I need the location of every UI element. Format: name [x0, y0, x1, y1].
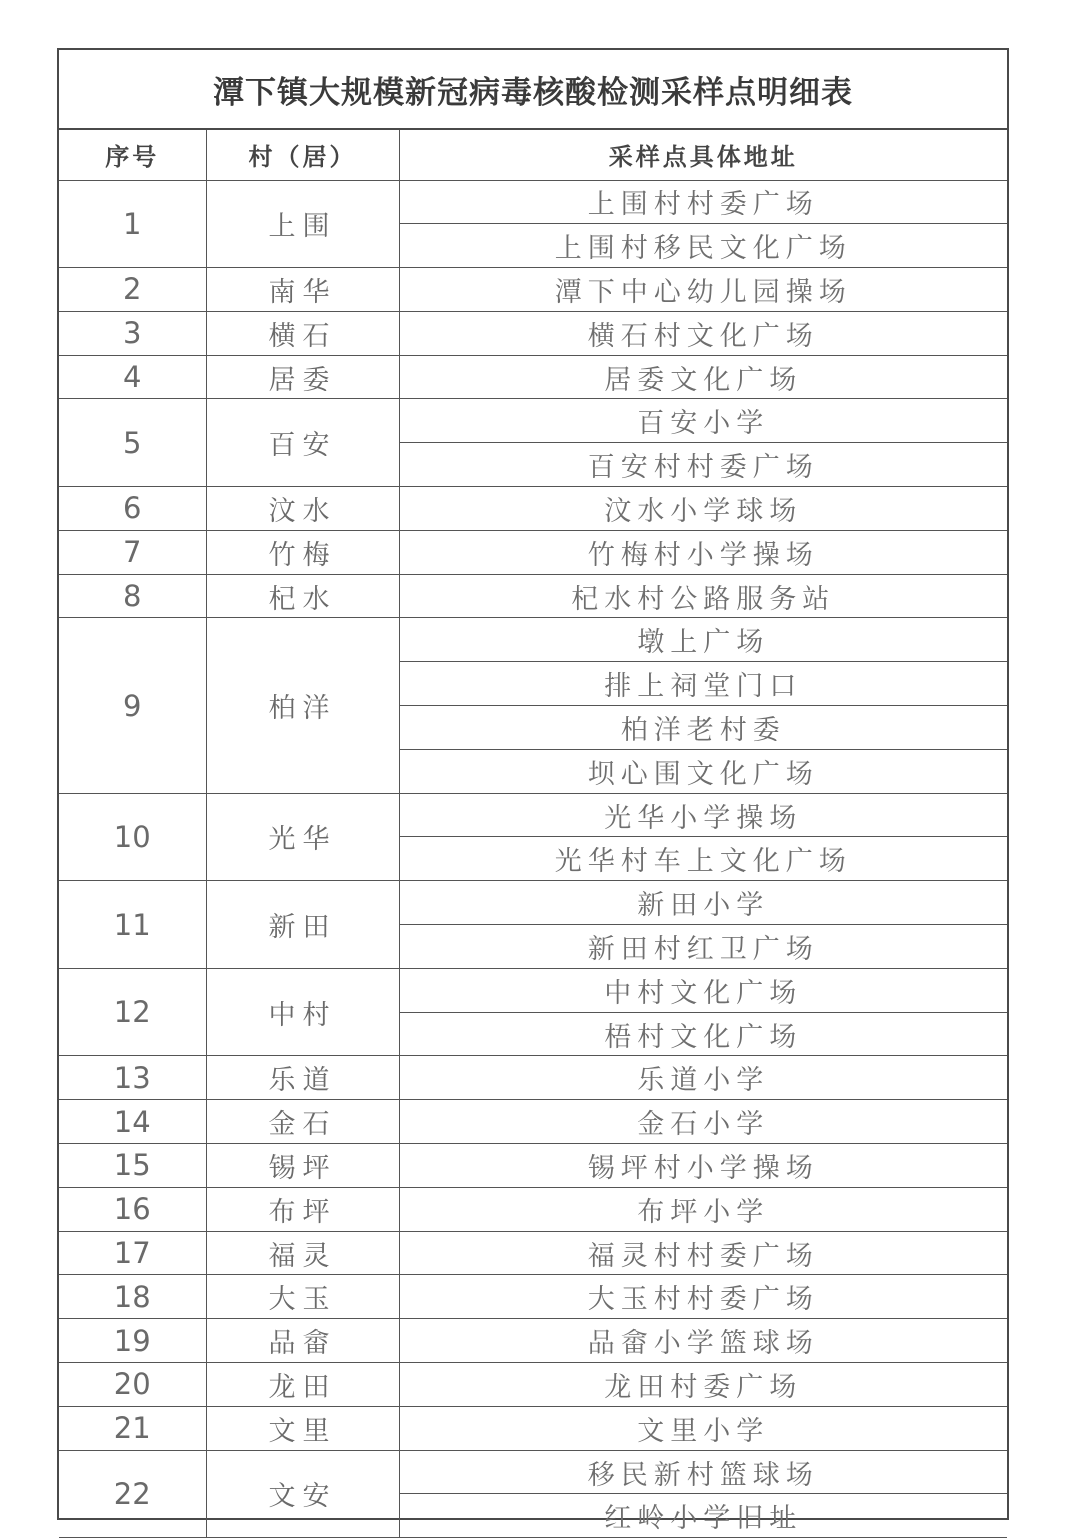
table-row	[59, 1450, 1007, 1494]
sampling-site-cell: 墩上广场	[399, 618, 1007, 662]
sampling-site-cell: 光华小学操场	[399, 793, 1007, 837]
sampling-site-cell: 上围村移民文化广场	[399, 224, 1007, 268]
table-row	[59, 399, 1007, 443]
village-cell: 中村	[206, 968, 399, 1056]
village-cell: 杞水	[206, 574, 399, 618]
sampling-site-cell: 光华村车上文化广场	[399, 837, 1007, 881]
serial-number-cell: 1	[59, 180, 206, 268]
table-row	[59, 1406, 1007, 1450]
table-row	[59, 311, 1007, 355]
sampling-site-cell: 福灵村村委广场	[399, 1231, 1007, 1275]
serial-number-cell: 17	[59, 1231, 206, 1275]
sampling-site-cell: 品畲小学篮球场	[399, 1319, 1007, 1363]
table-row	[59, 530, 1007, 574]
village-cell: 福灵	[206, 1231, 399, 1275]
sampling-site-cell: 梧村文化广场	[399, 1012, 1007, 1056]
table-row	[59, 1144, 1007, 1188]
serial-number-cell: 20	[59, 1363, 206, 1407]
village-cell: 光华	[206, 793, 399, 881]
serial-number-cell: 11	[59, 881, 206, 969]
sampling-site-cell: 金石小学	[399, 1100, 1007, 1144]
sampling-site-cell: 布坪小学	[399, 1187, 1007, 1231]
serial-number-cell: 14	[59, 1100, 206, 1144]
village-cell: 锡坪	[206, 1144, 399, 1188]
sampling-site-cell: 潭下中心幼儿园操场	[399, 268, 1007, 312]
sampling-site-cell: 大玉村村委广场	[399, 1275, 1007, 1319]
serial-number-cell: 4	[59, 355, 206, 399]
serial-number-cell: 3	[59, 311, 206, 355]
sampling-site-cell: 新田村红卫广场	[399, 925, 1007, 969]
village-cell: 竹梅	[206, 530, 399, 574]
table-row	[59, 574, 1007, 618]
sampling-site-cell: 横石村文化广场	[399, 311, 1007, 355]
table-row	[59, 793, 1007, 837]
serial-number-cell: 22	[59, 1450, 206, 1538]
sampling-site-cell: 竹梅村小学操场	[399, 530, 1007, 574]
serial-number-cell: 6	[59, 487, 206, 531]
sampling-site-cell: 坝心围文化广场	[399, 749, 1007, 793]
sampling-site-cell: 百安村村委广场	[399, 443, 1007, 487]
table-row	[59, 355, 1007, 399]
village-cell: 上围	[206, 180, 399, 268]
sampling-site-cell: 中村文化广场	[399, 968, 1007, 1012]
serial-number-cell: 2	[59, 268, 206, 312]
village-cell: 柏洋	[206, 618, 399, 793]
village-cell: 金石	[206, 1100, 399, 1144]
sampling-site-cell: 柏洋老村委	[399, 706, 1007, 750]
table-header-row	[59, 130, 1007, 180]
village-cell: 乐道	[206, 1056, 399, 1100]
table-row	[59, 1231, 1007, 1275]
serial-number-cell: 8	[59, 574, 206, 618]
village-cell: 百安	[206, 399, 399, 487]
village-cell: 居委	[206, 355, 399, 399]
serial-number-cell: 7	[59, 530, 206, 574]
sampling-site-cell: 新田小学	[399, 881, 1007, 925]
village-cell: 大玉	[206, 1275, 399, 1319]
sampling-site-cell: 红岭小学旧址	[399, 1494, 1007, 1538]
sampling-site-cell: 锡坪村小学操场	[399, 1144, 1007, 1188]
table-row	[59, 180, 1007, 224]
document-title: 潭下镇大规模新冠病毒核酸检测采样点明细表	[59, 50, 1007, 130]
sampling-sites-table-document	[57, 48, 1009, 1535]
serial-number-cell: 21	[59, 1406, 206, 1450]
serial-number-cell: 15	[59, 1144, 206, 1188]
table-row	[59, 1100, 1007, 1144]
table-row	[59, 487, 1007, 531]
sampling-site-cell: 居委文化广场	[399, 355, 1007, 399]
sampling-site-cell: 文里小学	[399, 1406, 1007, 1450]
serial-number-cell: 13	[59, 1056, 206, 1100]
village-cell: 南华	[206, 268, 399, 312]
table-row	[59, 618, 1007, 662]
table-row	[59, 1187, 1007, 1231]
serial-number-cell: 5	[59, 399, 206, 487]
table-row	[59, 268, 1007, 312]
table-row	[59, 1056, 1007, 1100]
village-cell: 龙田	[206, 1363, 399, 1407]
village-cell: 汶水	[206, 487, 399, 531]
village-cell: 文里	[206, 1406, 399, 1450]
sampling-site-cell: 移民新村篮球场	[399, 1450, 1007, 1494]
sampling-site-cell: 汶水小学球场	[399, 487, 1007, 531]
sampling-site-cell: 排上祠堂门口	[399, 662, 1007, 706]
village-cell: 文安	[206, 1450, 399, 1538]
village-cell: 布坪	[206, 1187, 399, 1231]
header-village: 村（居）	[206, 130, 399, 180]
serial-number-cell: 16	[59, 1187, 206, 1231]
table-row	[59, 1275, 1007, 1319]
village-cell: 新田	[206, 881, 399, 969]
table-row	[59, 881, 1007, 925]
serial-number-cell: 19	[59, 1319, 206, 1363]
sampling-sites-table	[59, 130, 1007, 1538]
sampling-site-cell: 龙田村委广场	[399, 1363, 1007, 1407]
serial-number-cell: 18	[59, 1275, 206, 1319]
header-serial-number: 序号	[59, 130, 206, 180]
header-sampling-address: 采样点具体地址	[399, 130, 1007, 180]
village-cell: 品畲	[206, 1319, 399, 1363]
table-row	[59, 1319, 1007, 1363]
village-cell: 横石	[206, 311, 399, 355]
table-row	[59, 1363, 1007, 1407]
table-row	[59, 968, 1007, 1012]
sampling-site-cell: 百安小学	[399, 399, 1007, 443]
sampling-site-cell: 上围村村委广场	[399, 180, 1007, 224]
table-body	[59, 180, 1007, 1538]
serial-number-cell: 9	[59, 618, 206, 793]
serial-number-cell: 12	[59, 968, 206, 1056]
sampling-site-cell: 乐道小学	[399, 1056, 1007, 1100]
sampling-site-cell: 杞水村公路服务站	[399, 574, 1007, 618]
serial-number-cell: 10	[59, 793, 206, 881]
